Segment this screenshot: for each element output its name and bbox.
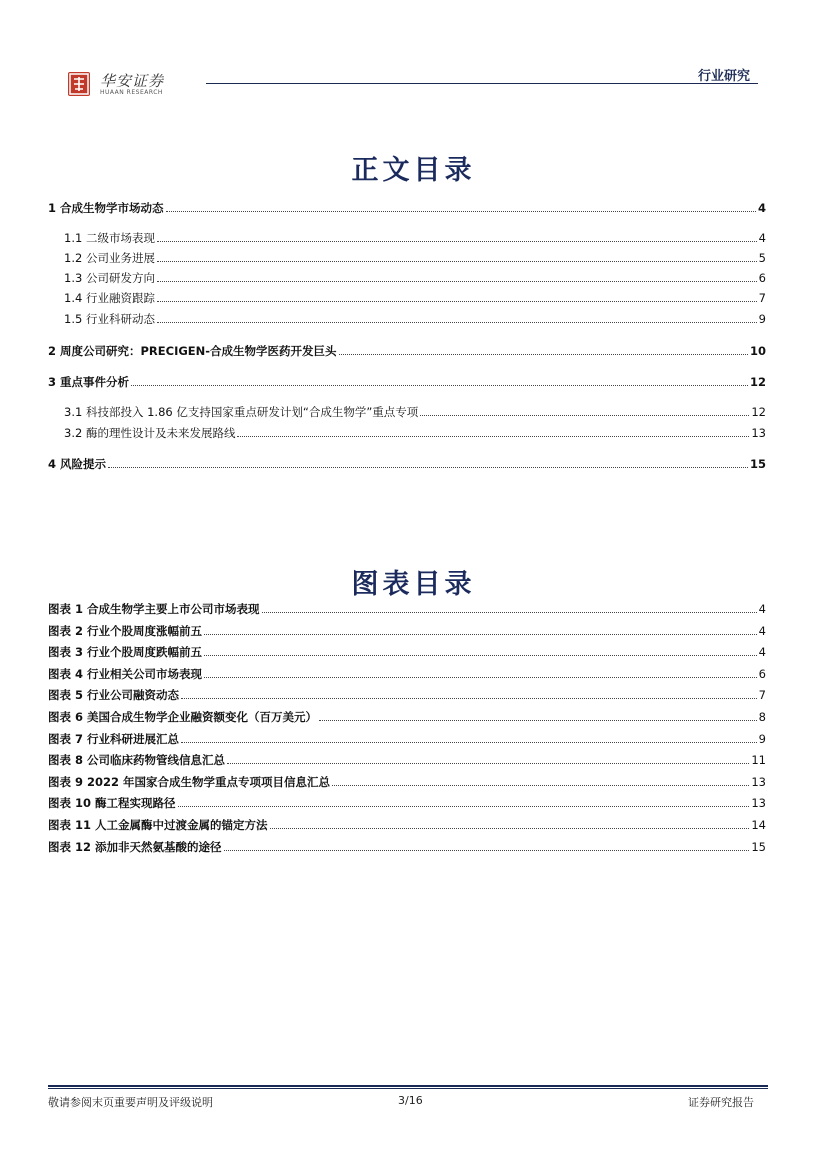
figure-leader-dots: [181, 698, 757, 699]
toc-entry-page: 4: [758, 231, 766, 245]
logo-english-name: HUAAN RESEARCH: [100, 89, 163, 96]
toc-entry-text: 4 风险提示: [48, 457, 107, 471]
figure-leader-dots: [332, 785, 749, 786]
figure-entry[interactable]: [48, 709, 766, 725]
figure-entry[interactable]: [48, 666, 766, 682]
toc-leader-dots: [420, 415, 749, 416]
toc-entry[interactable]: [48, 343, 766, 359]
toc-leader-dots: [157, 281, 757, 282]
figure-entry-page: 11: [751, 753, 766, 768]
toc-entry[interactable]: [48, 200, 766, 216]
figure-leader-dots: [319, 720, 757, 721]
toc-entry[interactable]: [48, 230, 766, 246]
figure-entry-page: 15: [751, 839, 766, 854]
toc-entry-text: 3.2 酶的理性设计及未来发展路线: [64, 426, 236, 440]
figure-entry[interactable]: [48, 644, 766, 660]
figure-leader-dots: [178, 806, 750, 807]
figure-entry-page: 13: [751, 774, 766, 789]
figure-entry-page: 7: [758, 688, 766, 703]
toc-entry-text: 1.1 二级市场表现: [64, 231, 155, 245]
figure-entry-text: 图表 9 2022 年国家合成生物学重点专项项目信息汇总: [48, 774, 331, 789]
footer-page-number: 3/16: [398, 1094, 423, 1107]
figure-entry-text: 图表 8 公司临床药物管线信息汇总: [48, 753, 226, 768]
toc-entry-page: 6: [758, 271, 766, 285]
toc-entry[interactable]: [48, 374, 766, 390]
toc-entry-text: 1.4 行业融资跟踪: [64, 291, 155, 305]
toc-entry-page: 10: [749, 344, 766, 358]
footer-divider-thin: [48, 1088, 768, 1089]
figure-entry-page: 6: [758, 666, 766, 681]
toc-entry[interactable]: [48, 250, 766, 266]
figure-entry[interactable]: [48, 752, 766, 768]
toc-entry-text: 3.1 科技部投入 1.86 亿支持国家重点研发计划“合成生物学”重点专项: [64, 405, 419, 419]
toc-leader-dots: [131, 385, 748, 386]
footer-divider: [48, 1085, 768, 1087]
toc-entry-page: 15: [749, 457, 766, 471]
toc-entry[interactable]: [48, 404, 766, 420]
toc-title: 正文目录: [351, 155, 476, 186]
toc-entry-page: 12: [751, 405, 766, 419]
figure-entry-page: 14: [751, 818, 766, 832]
company-logo-seal-icon: [68, 72, 90, 96]
figure-leader-dots: [270, 828, 750, 829]
toc-entry-page: 4: [757, 201, 766, 215]
toc-leader-dots: [166, 211, 756, 212]
figure-entry-text: 图表 10 酶工程实现路径: [48, 796, 176, 811]
figure-entry[interactable]: [48, 623, 766, 639]
toc-leader-dots: [339, 354, 748, 355]
figure-entry[interactable]: [48, 601, 766, 617]
figure-entry[interactable]: [48, 731, 766, 747]
toc-entry-text: 1.3 公司研发方向: [64, 271, 155, 285]
figure-list-title: 图表目录: [351, 569, 476, 600]
figure-entry-text: 图表 11 人工金属酶中过渡金属的锚定方法: [48, 818, 268, 832]
figure-entry-page: 8: [758, 710, 766, 724]
figure-entry-text: 图表 1 合成生物学主要上市公司市场表现: [48, 602, 260, 616]
figure-entry-page: 13: [751, 796, 766, 811]
figure-leader-dots: [204, 655, 757, 656]
figure-entry-page: 4: [758, 645, 766, 660]
figure-entry-text: 图表 3 行业个股周度跌幅前五: [48, 645, 203, 660]
figure-entry-page: 4: [758, 623, 766, 638]
figure-entry-text: 图表 7 行业科研进展汇总: [48, 731, 180, 746]
figure-entry-page: 9: [758, 731, 766, 746]
toc-entry-text: 1.2 公司业务进展: [64, 251, 155, 265]
toc-leader-dots: [237, 436, 749, 437]
footer-doc-type: 证券研究报告: [688, 1096, 754, 1109]
page-header: [48, 62, 758, 102]
figure-entry-text: 图表 5 行业公司融资动态: [48, 688, 180, 703]
figure-entry-page: 4: [758, 602, 766, 616]
figure-entry-text: 图表 6 美国合成生物学企业融资额变化（百万美元）: [48, 710, 318, 724]
report-category: 行业研究: [697, 69, 750, 84]
figure-leader-dots: [227, 763, 749, 764]
toc-entry-text: 2 周度公司研究：PRECIGEN-合成生物学医药开发巨头: [48, 344, 337, 358]
footer-disclaimer: 敬请参阅末页重要声明及评级说明: [48, 1096, 213, 1109]
toc-entry-page: 7: [758, 291, 766, 305]
figure-entry[interactable]: [48, 774, 766, 790]
figure-leader-dots: [224, 850, 750, 851]
toc-leader-dots: [157, 241, 757, 242]
toc-entry-page: 9: [758, 312, 766, 326]
toc-leader-dots: [157, 322, 757, 323]
figure-leader-dots: [262, 612, 757, 613]
toc-entry-page: 12: [749, 375, 766, 389]
figure-leader-dots: [181, 742, 757, 743]
figure-entry[interactable]: [48, 839, 766, 855]
toc-entry[interactable]: [48, 456, 766, 472]
toc-leader-dots: [108, 467, 748, 468]
toc-entry-text: 1 合成生物学市场动态: [48, 201, 164, 215]
toc-entry-text: 3 重点事件分析: [48, 375, 130, 389]
toc-leader-dots: [157, 301, 757, 302]
toc-entry-text: 1.5 行业科研动态: [64, 312, 155, 326]
toc-entry-page: 13: [751, 426, 766, 440]
figure-entry[interactable]: [48, 817, 766, 833]
figure-entry[interactable]: [48, 687, 766, 703]
figure-leader-dots: [204, 634, 757, 635]
toc-entry[interactable]: [48, 425, 766, 441]
figure-entry-text: 图表 2 行业个股周度涨幅前五: [48, 623, 203, 638]
toc-entry[interactable]: [48, 311, 766, 327]
toc-entry[interactable]: [48, 270, 766, 286]
logo-chinese-name: 华安证券: [100, 72, 165, 90]
figure-entry[interactable]: [48, 795, 766, 811]
toc-leader-dots: [157, 261, 757, 262]
toc-entry-page: 5: [758, 251, 766, 265]
figure-entry-text: 图表 12 添加非天然氨基酸的途径: [48, 839, 222, 854]
figure-entry-text: 图表 4 行业相关公司市场表现: [48, 666, 203, 681]
figure-leader-dots: [204, 677, 757, 678]
toc-entry[interactable]: [48, 290, 766, 306]
header-divider: [206, 83, 758, 84]
